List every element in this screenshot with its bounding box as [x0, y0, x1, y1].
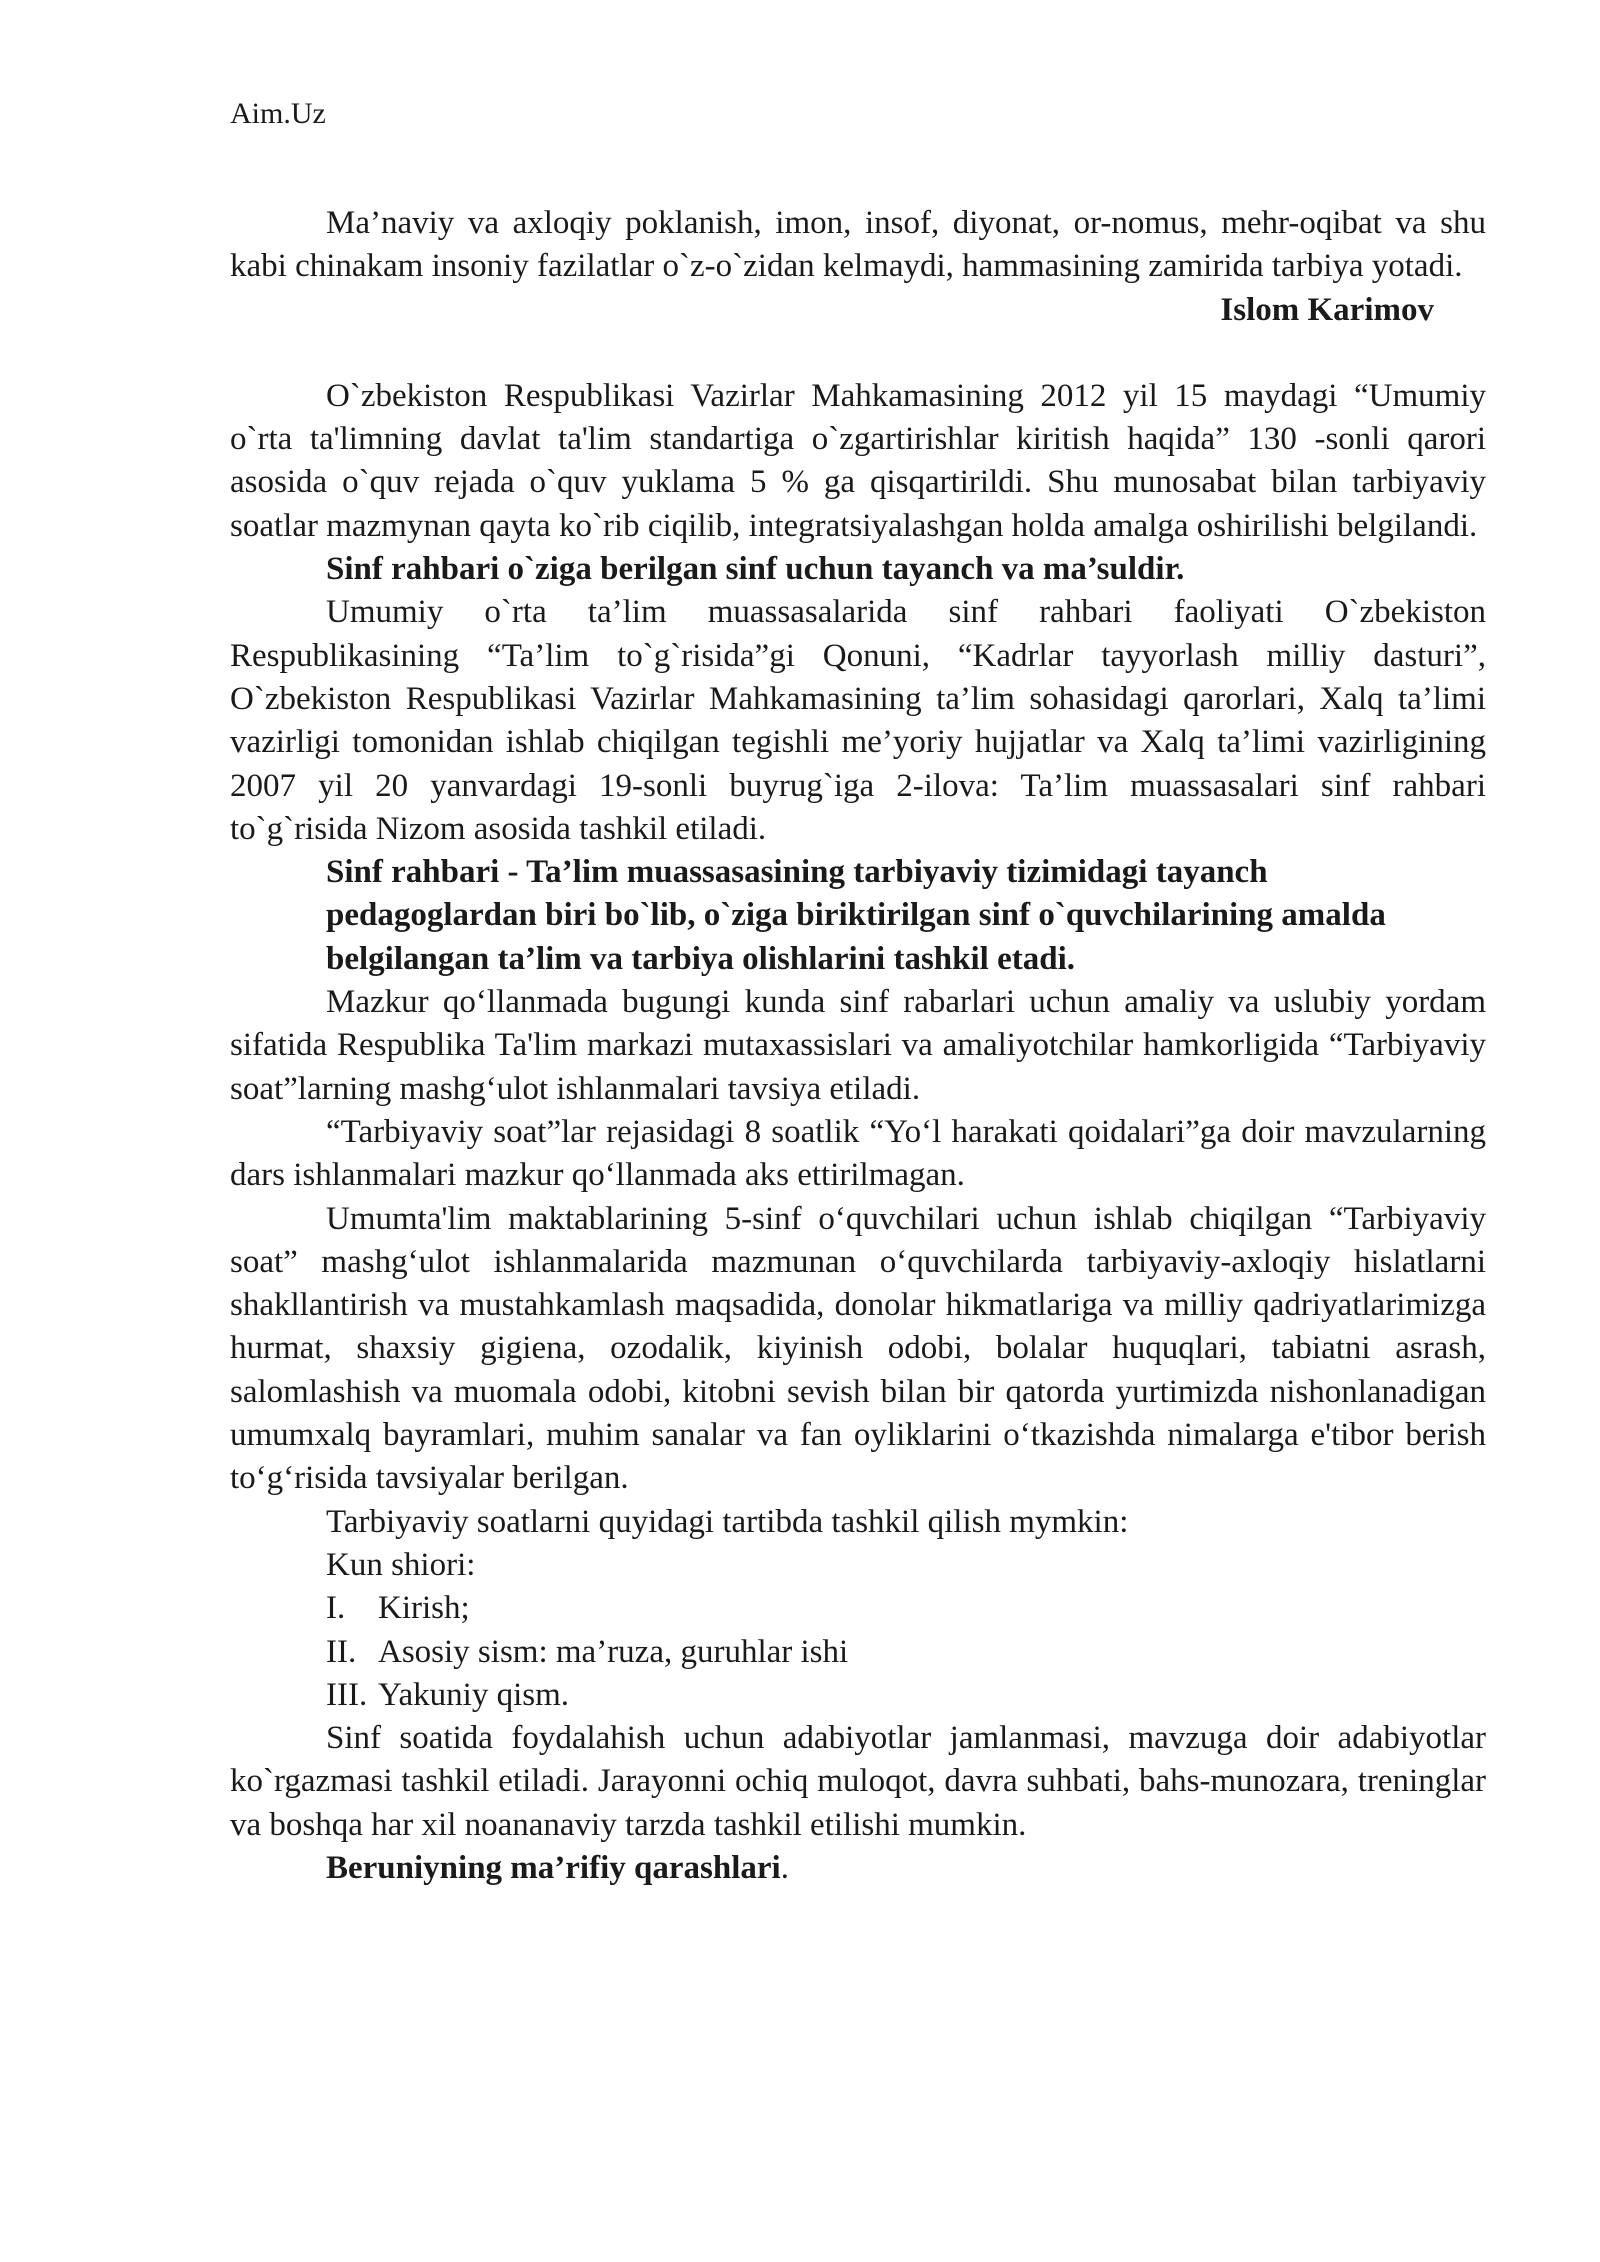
list-item-number: II.	[326, 1633, 357, 1670]
paragraph-order: Tarbiyaviy soatlarni quyidagi tartibda tashkil qilish mymkin:	[326, 1503, 1129, 1540]
paragraph-decree: O`zbekiston Respublikasi Vazirlar Mahkamasining 2012 yil 15 maydagi “Umumiy o`rta ta'limning davlat ta'lim standartiga o`zgartirishlar kiritish haqida” 130 -sonli qarori asosida o`quv rejada o`quv yuklama 5 % ga qisqartirildi. Shu munosabat bilan tarbiyaviy soatlar mazmynan qayta ko`rib ciqilib, integratsiyalashgan holda amalga oshirilishi belgilandi.	[230, 377, 1486, 544]
section-heading-beruni: Beruniyning ma’rifiy qarashlari	[326, 1849, 781, 1886]
epigraph-text: Ma’naviy va axloqiy poklanish, imon, insof, diyonat, or-nomus, mehr-oqibat va shu kabi chinakam insoniy fazilatlar o`z-o`zidan kelmaydi, hammasining zamirida tarbiya yotadi.	[230, 205, 1486, 285]
paragraph-traffic-rules: “Tarbiyaviy soat”lar rejasidagi 8 soatlik “Yo‘l harakati qoidalari”ga doir mavzularning dars ishlanmalari mazkur qo‘llanmada aks ettirilmagan.	[230, 1113, 1486, 1194]
epigraph-author: Islom Karimov	[1220, 291, 1434, 328]
paragraph-literature: Sinf soatida foydalahish uchun adabiyotlar jamlanmasi, mavzuga doir adabiyotlar ko`rgazmasi tashkil etiladi. Jarayonni ochiq muloqot, davra suhbati, bahs-munozara, treninglar va boshqa har xil noananaviy tarzda tashkil etilishi mumkin.	[230, 1720, 1486, 1843]
spacer	[230, 332, 1486, 375]
document-body	[230, 202, 1486, 1890]
definition-class-leader: Sinf rahbari - Ta’lim muassasasining tarbiyaviy tizimidagi tayanch pedagoglardan biri bo`lib, o`ziga biriktirilgan sinf o`quvchilarining amalda belgilangan ta’lim va tarbiya olishlarini tashkil etadi.	[326, 854, 1386, 977]
heading-period: .	[780, 1849, 789, 1886]
paragraph-grade5: Umumta'lim maktablarining 5-sinf o‘quvchilari uchun ishlab chiqilgan “Tarbiyaviy soat” mashg‘ulot ishlanmalarida mazmunan o‘quvchilarda tarbiyaviy-axloqiy hislatlarni shakllantirish va mustahkamlash maqsadida, donolar hikmatlariga va milliy qadriyatlarimizga hurmat, shaxsiy gigiena, ozodalik, kiyinish odobi, bolalar huquqlari, tabiatni asrash, salomlashish va muomala odobi, kitobni sevish bilan bir qatorda yurtimizda nishonlanadigan umumxalq bayramlari, muhim sanalar va fan oyliklarini o‘tkazishda nimalarga e'tibor berish to‘g‘risida tavsiyalar berilgan.	[230, 1200, 1486, 1497]
section-heading-class-leader: Sinf rahbari o`ziga berilgan sinf uchun tayanch va ma’suldir.	[326, 551, 1185, 588]
list-item-number: III.	[326, 1676, 368, 1713]
list-item	[230, 1674, 1486, 1717]
paragraph-legal-basis: Umumiy o`rta ta’lim muassasalarida sinf rahbari faoliyati O`zbekiston Respublikasining “Ta’lim to`g`risida”gi Qonuni, “Kadrlar tayyorlash milliy dasturi”, O`zbekiston Respublikasi Vazirlar Mahkamasining ta’lim sohasidagi qarorlari, Xalq ta’limi vazirligi tomonidan ishlab chiqilgan tegishli me’yoriy hujjatlar va Xalq ta’limi vazirligining 2007 yil 20 yanvardagi 19-sonli buyrug`iga 2-ilova: Ta’lim muassasalari sinf rahbari to`g`risida Nizom asosida tashkil etiladi.	[230, 594, 1486, 847]
paragraph-manual: Mazkur qo‘llanmada bugungi kunda sinf rabarlari uchun amaliy va uslubiy yordam sifatida Respublika Ta'lim markazi mutaxassislari va amaliyotchilar hamkorligida “Tarbiyaviy soat”larning mashg‘ulot ishlanmalari tavsiya etiladi.	[230, 984, 1486, 1107]
list-item-number: I.	[326, 1590, 346, 1627]
site-header: Aim.Uz	[230, 97, 326, 130]
list-item	[230, 1631, 1486, 1674]
list-item-text: Kirish;	[378, 1590, 470, 1627]
paragraph-motto: Kun shiori:	[326, 1546, 476, 1583]
list-item-text: Yakuniy qism.	[378, 1676, 570, 1713]
closing-heading-line	[230, 1847, 1486, 1890]
list-item	[230, 1587, 1486, 1630]
list-item-text: Asosiy sism: ma’ruza, guruhlar ishi	[378, 1633, 849, 1670]
